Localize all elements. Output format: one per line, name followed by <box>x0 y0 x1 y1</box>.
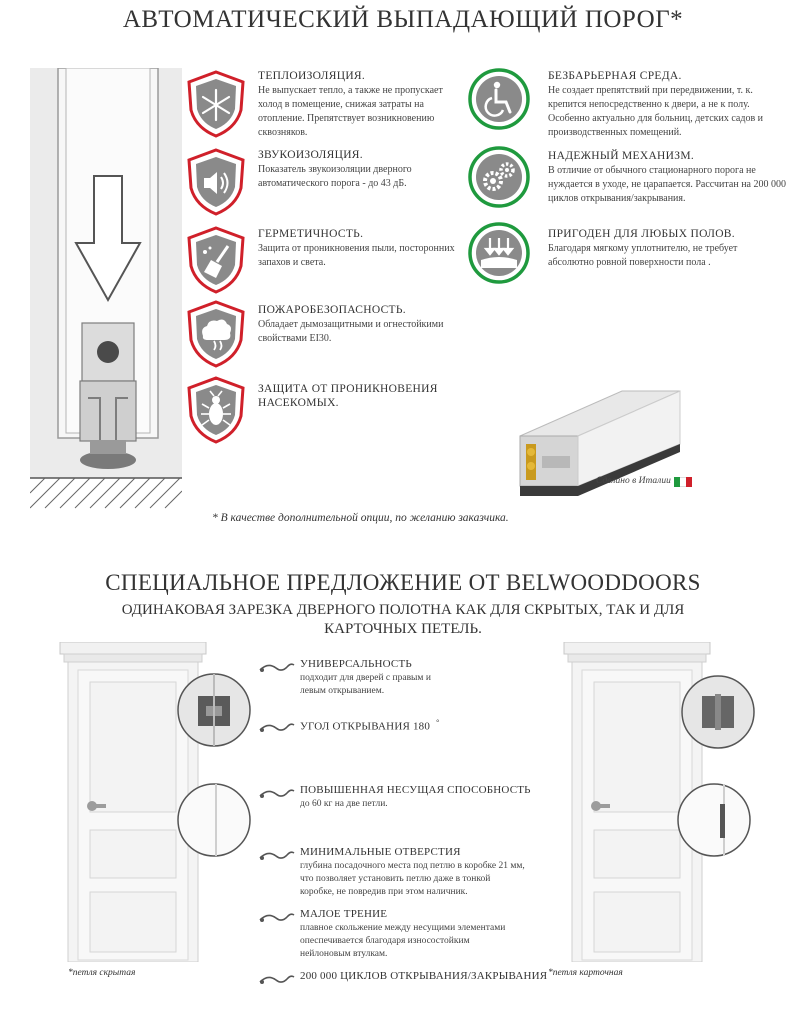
feature-description: Защита от проникновения пыли, посторонних запахов и света. <box>258 243 455 268</box>
feature-description: Не выпускает тепло, а также не пропускает холод в помещение, снижая затраты на отопление. Препятствует возникновению сквозняков. <box>258 85 443 138</box>
flourish-icon <box>258 910 296 924</box>
hinge-feature-description: подходит для дверей с правым и левым открыванием. <box>300 673 431 696</box>
feature-seal <box>186 226 246 294</box>
feature-mechanism <box>468 146 530 208</box>
threshold-diagram <box>30 68 182 528</box>
feature-description: Обладает дымозащитными и огнестойкими свойствами EI30. <box>258 319 444 344</box>
hinge-feature-angle <box>258 718 548 733</box>
caption-hidden-hinge: *петля скрытая <box>68 968 136 978</box>
feature-title: ПОЖАРОБЕЗОПАСНОСТЬ. <box>258 304 406 316</box>
hinge-feature-title: УНИВЕРСАЛЬНОСТЬ <box>300 658 412 670</box>
card-hinge-zoom <box>680 674 756 750</box>
feature-insects <box>186 376 246 444</box>
speaker-icon <box>186 148 246 216</box>
hidden-hinge-closed-zoom <box>176 782 252 858</box>
flourish-icon <box>258 660 296 674</box>
flourish-icon <box>258 848 296 862</box>
feature-seal-text <box>258 228 468 270</box>
feature-title: ГЕРМЕТИЧНОСТЬ. <box>258 228 364 240</box>
feature-title: ЗАЩИТА ОТ ПРОНИКНОВЕНИЯ НАСЕКОМЫХ. <box>258 383 438 409</box>
footnote: * В качестве дополнительной опции, по желанию заказчика. <box>212 512 509 524</box>
feature-fire <box>186 300 246 368</box>
italy-flag-icon <box>674 477 692 487</box>
flourish-icon <box>258 720 296 734</box>
hinge-feature-title: МИНИМАЛЬНЫЕ ОТВЕРСТИЯ <box>300 846 461 858</box>
feature-sound <box>186 148 246 216</box>
hinge-feature-title: МАЛОЕ ТРЕНИЕ <box>300 908 388 920</box>
hinge-feature-universal <box>258 658 548 698</box>
feature-description: В отличие от обычного стационарного порога не нуждается в уходе, не царапается. Рассчитан на 200 000 циклов открывания/закрывания. <box>548 165 786 204</box>
gears-icon <box>468 146 530 208</box>
feature-description: Показатель звукоизоляции дверного автоматического порога - до 43 дБ. <box>258 164 412 189</box>
feature-mechanism-text <box>548 150 798 206</box>
hinge-feature-description: до 60 кг на две петли. <box>300 799 388 809</box>
made-in-label: Сделано в Италии <box>596 476 671 486</box>
feature-sound-text <box>258 149 468 191</box>
floor-icon <box>468 222 530 284</box>
hinge-feature-load <box>258 784 548 811</box>
feature-floors-text <box>548 228 798 270</box>
hinge-feature-title: 200 000 ЦИКЛОВ ОТКРЫВАНИЯ/ЗАКРЫВАНИЯ <box>300 970 548 982</box>
feature-description: Не создает препятствий при передвижении, т. к. крепится непосредственно к двери, а не к полу. Особенно актуально для больниц, детских садов и производственных помещений. <box>548 85 764 138</box>
feature-barrier-free-text <box>548 70 798 140</box>
feature-floors <box>468 222 530 284</box>
feature-barrier-free <box>468 68 530 130</box>
feature-thermal-text <box>258 70 468 140</box>
page-title: АВТОМАТИЧЕСКИЙ ВЫПАДАЮЩИЙ ПОРОГ* <box>122 6 684 33</box>
hinge-feature-cycles <box>258 970 558 982</box>
feature-fire-text <box>258 304 468 346</box>
hinge-feature-holes <box>258 846 548 899</box>
smoke-icon <box>186 300 246 368</box>
feature-thermal <box>186 70 246 138</box>
feature-insects-text <box>258 382 468 410</box>
feature-title: НАДЕЖНЫЙ МЕХАНИЗМ. <box>548 150 695 162</box>
hinge-feature-description: глубина посадочного места под петлю в коробке 21 мм, что позволяет установить петлю даже в тонкой коробке, не повредив при этом наличник. <box>300 861 525 897</box>
feature-description: Благодаря мягкому уплотнителю, не требует абсолютно ровной поверхности пола . <box>548 243 738 268</box>
hinge-feature-title: УГОЛ ОТКРЫВАНИЯ 180 ° <box>300 718 440 733</box>
hinge-feature-title: ПОВЫШЕННАЯ НЕСУЩАЯ СПОСОБНОСТЬ <box>300 784 531 796</box>
feature-title: БЕЗБАРЬЕРНАЯ СРЕДА. <box>548 70 682 82</box>
feature-title: ТЕПЛОИЗОЛЯЦИЯ. <box>258 70 366 82</box>
offer-subtitle: ОДИНАКОВАЯ ЗАРЕЗКА ДВЕРНОГО ПОЛОТНА КАК ДЛЯ СКРЫТЫХ, ТАК И ДЛЯ КАРТОЧНЫХ ПЕТЕЛЬ. <box>121 602 685 637</box>
feature-title: ПРИГОДЕН ДЛЯ ЛЮБЫХ ПОЛОВ. <box>548 228 735 240</box>
hidden-hinge-zoom <box>176 672 252 748</box>
flourish-icon <box>258 786 296 800</box>
bug-icon <box>186 376 246 444</box>
card-hinge-closed-zoom <box>676 782 752 858</box>
hinge-feature-friction <box>258 908 548 961</box>
hinge-feature-description: плавное скольжение между несущими элементами опеспечивается благодаря износостойким нейлоновым втулкам. <box>300 923 506 959</box>
broom-icon <box>186 226 246 294</box>
caption-card-hinge: *петля карточная <box>548 968 623 978</box>
offer-title: СПЕЦИАЛЬНОЕ ПРЕДЛОЖЕНИЕ ОТ BELWOODDOORS <box>105 570 701 595</box>
wheelchair-icon <box>468 68 530 130</box>
snowflake-icon <box>186 70 246 138</box>
feature-title: ЗВУКОИЗОЛЯЦИЯ. <box>258 149 363 161</box>
flourish-icon <box>258 972 296 986</box>
